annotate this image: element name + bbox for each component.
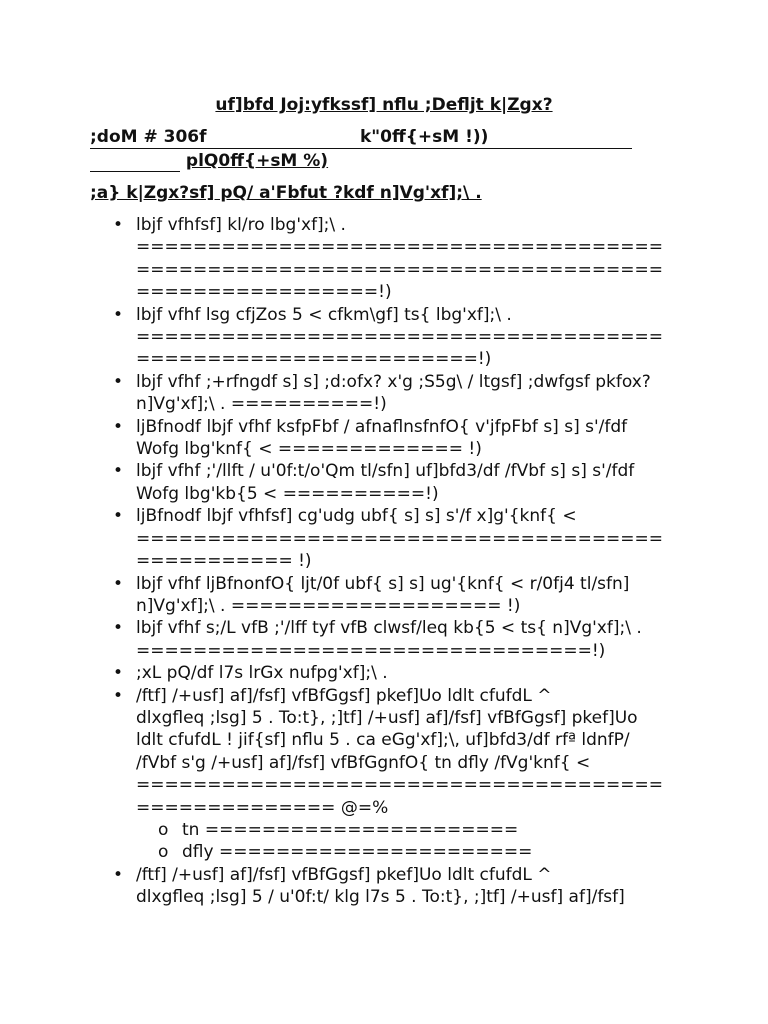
- question-text-line: =====================================: [136, 775, 664, 796]
- question-text-line: lbjf vfhf ;+rfngdf s] s] ;d:ofx? x'g ;S5g\ / ltgsf] ;dwfgsf pkfox?: [136, 371, 651, 392]
- pass-marks: plQ0ff{+sM %): [185, 151, 329, 171]
- question-item: [0, 662, 768, 684]
- bullet-icon: •: [113, 371, 124, 392]
- exam-meta-line: [90, 126, 632, 149]
- full-marks: k"0ff{+sM !)): [360, 127, 489, 147]
- document-title: uf]bfd Joj:yfkssf] nflu ;Defljt k|Zgx?: [215, 95, 553, 115]
- question-text-line: =========== !): [136, 551, 312, 572]
- bullet-icon: •: [113, 461, 124, 482]
- pass-marks-blank: [90, 153, 180, 172]
- question-item: [0, 416, 768, 461]
- instructions-heading: ;a} k|Zgx?sf] pQ/ a'Fbfut ?kdf n]Vg'xf];\ .: [90, 183, 482, 203]
- question-item: [0, 505, 768, 572]
- question-list: [0, 214, 768, 909]
- circle-bullet-icon: o: [158, 842, 169, 863]
- bullet-icon: •: [113, 215, 124, 235]
- question-text-line: lbjf vfhf ljBfnonfO{ ljt/0f ubf{ s] s] ug'{knf{ < r/0fj4 tl/sfn]: [136, 573, 630, 594]
- bullet-icon: •: [113, 618, 124, 639]
- bullet-icon: •: [113, 304, 124, 325]
- circle-bullet-icon: o: [158, 819, 169, 840]
- question-text-line: ========================!): [136, 349, 492, 370]
- question-item: [0, 617, 768, 662]
- bullet-icon: •: [113, 663, 124, 684]
- question-text-line: =====================================: [136, 528, 664, 549]
- exam-time: ;doM # 306f: [90, 127, 207, 147]
- question-text-line: ================================!): [136, 640, 606, 661]
- sub-option-text: dfly ======================: [182, 842, 533, 863]
- question-text-line: lbjf vfhfsf] kl/ro lbg'xf];\ .: [136, 215, 346, 235]
- question-text-line: =====================================: [136, 259, 664, 280]
- question-text-line: dlxgfleq ;lsg] 5 / u'0f:t/ klg l7s 5 . To:t}, ;]tf] /+usf] af]/fsf]: [136, 887, 625, 908]
- question-text-line: lbjf vfhf ;'/llft / u'0f:t/o'Qm tl/sfn] uf]bfd3/df /fVbf s] s] s'/fdf: [136, 461, 635, 482]
- question-text-line: ljBfnodf lbjf vfhfsf] cg'udg ubf{ s] s] s'/f x]g'{knf{ <: [136, 506, 577, 527]
- question-item: [0, 214, 768, 304]
- question-text-line: /fVbf s'g /+usf] af]/fsf] vfBfGgnfO{ tn dfly /fVg'knf{ <: [136, 752, 591, 773]
- question-text-line: Wofg lbg'kb{5 < ==========!): [136, 483, 439, 504]
- sub-option-item: [0, 841, 668, 863]
- bullet-icon: •: [113, 506, 124, 527]
- question-text-line: /ftf] /+usf] af]/fsf] vfBfGgsf] pkef]Uo ldlt cfufdL ^: [136, 685, 552, 706]
- bullet-icon: •: [113, 416, 124, 437]
- question-text-line: ;xL pQ/df l7s lrGx nufpg'xf];\ .: [136, 663, 388, 684]
- question-text-line: n]Vg'xf];\ . ==========!): [136, 394, 387, 415]
- question-item: [0, 864, 768, 909]
- question-text-line: lbjf vfhf s;/L vfB ;'/lff tyf vfB clwsf/leq kb{5 < ts{ n]Vg'xf];\ .: [136, 618, 642, 639]
- question-text-line: n]Vg'xf];\ . =================== !): [136, 595, 521, 616]
- sub-option-list: [0, 819, 668, 864]
- question-item: [0, 573, 768, 618]
- question-item: [0, 460, 768, 505]
- question-text-line: ldlt cfufdL ! jif{sf] nflu 5 . ca eGg'xf];\, uf]bfd3/df rfª ldnfP/: [136, 730, 630, 751]
- bullet-icon: •: [113, 864, 124, 885]
- question-item: [0, 371, 768, 416]
- question-text-line: =================!): [136, 282, 392, 303]
- question-item: [0, 685, 768, 864]
- bullet-icon: •: [113, 573, 124, 594]
- question-text-line: /ftf] /+usf] af]/fsf] vfBfGgsf] pkef]Uo ldlt cfufdL ^: [136, 864, 552, 885]
- question-text-line: ============== @=%: [136, 797, 389, 818]
- question-text-line: =====================================: [136, 327, 664, 348]
- question-text-line: dlxgfleq ;lsg] 5 . To:t}, ;]tf] /+usf] af]/fsf] vfBfGgsf] pkef]Uo: [136, 707, 638, 728]
- bullet-icon: •: [113, 685, 124, 706]
- question-item: [0, 304, 768, 371]
- question-text-line: Wofg lbg'knf{ < ============= !): [136, 439, 482, 460]
- question-text-line: ljBfnodf lbjf vfhf ksfpFbf / afnaflnsfnfO{ v'jfpFbf s] s] s'/fdf: [136, 416, 628, 437]
- question-text-line: lbjf vfhf lsg cfjZos 5 < cfkm\gf] ts{ lbg'xf];\ .: [136, 304, 512, 325]
- sub-option-item: [0, 819, 668, 841]
- sub-option-text: tn ======================: [182, 819, 519, 840]
- question-text-line: =====================================: [136, 237, 664, 258]
- pass-marks-line: [90, 150, 328, 172]
